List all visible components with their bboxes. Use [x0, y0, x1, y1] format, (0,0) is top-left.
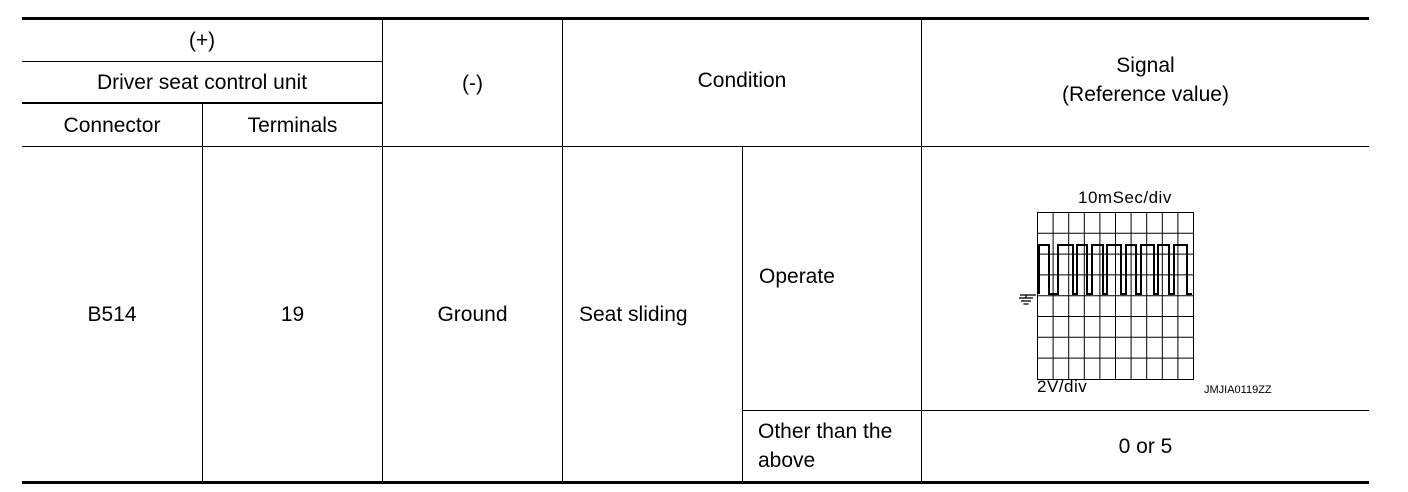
scope-time-label: 10mSec/div — [1078, 188, 1172, 207]
header-terminals: Terminals — [247, 113, 338, 137]
cell-state-other-line1: Other than the — [758, 420, 893, 443]
cell-state-other-line2: above — [758, 449, 816, 472]
header-signal-line2: (Reference value) — [1062, 83, 1229, 106]
header-connector: Connector — [63, 113, 161, 137]
col-divider-condition-sub — [742, 146, 743, 482]
cell-condition: Seat sliding — [579, 302, 688, 326]
header-signal-line1: Signal — [1116, 54, 1175, 77]
scope-volt-label: 2V/div — [1037, 377, 1088, 396]
header-signal — [922, 20, 1369, 140]
cell-signal-other: 0 or 5 — [1118, 434, 1173, 458]
header-plus: (+) — [188, 29, 216, 52]
cell-connector: B514 — [87, 302, 137, 326]
scope-grid — [1037, 212, 1194, 380]
cell-terminal: 19 — [280, 302, 305, 326]
ground-symbol-icon — [1016, 290, 1036, 308]
cell-state-operate: Operate — [759, 264, 835, 288]
cell-state-other — [758, 411, 921, 481]
figure-code: JMJIA0119ZZ — [1204, 384, 1272, 396]
header-condition: Condition — [697, 68, 787, 92]
cell-ground: Ground — [437, 302, 508, 326]
table-bottom-border — [22, 481, 1369, 484]
header-unit: Driver seat control unit — [96, 70, 308, 94]
oscilloscope-screen — [1037, 212, 1194, 380]
header-minus: (-) — [462, 71, 483, 95]
